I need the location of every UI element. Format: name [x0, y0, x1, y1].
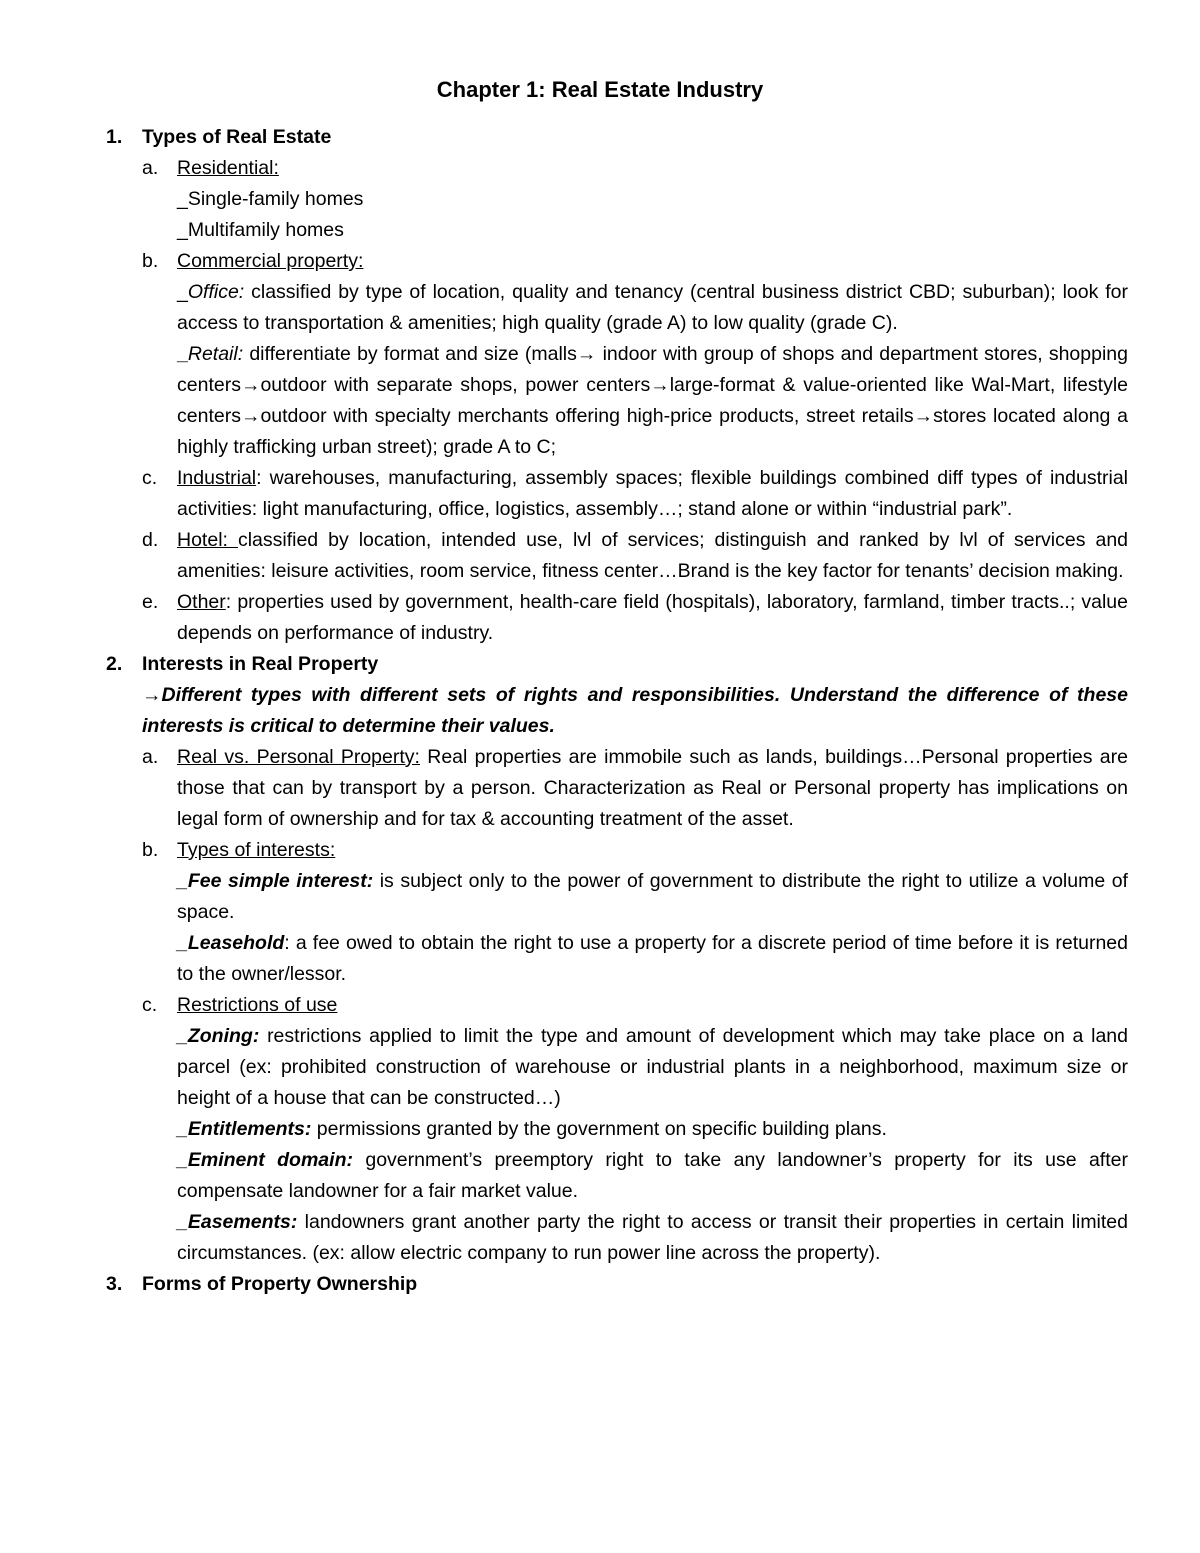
item-letter: d.	[142, 529, 159, 551]
retail-paragraph: _Retail: differentiate by format and size (malls→ indoor with group of shops and department stores, shopping centers→outdoor with separate shops, power centers→large-format & value-oriented like Wal-Mart, lifestyle centers→outdoor with specialty merchants offering high-price products, street retails→stores located along a highly trafficking urban street); grade A to C;	[177, 343, 1128, 458]
item-text: classified by location, intended use, lvl of services; distinguish and ranked by lvl of services and amenities: leisure activities, room service, fitness center…Brand is the key factor for tenants’ decision making.	[177, 529, 1129, 582]
item-letter: c.	[142, 994, 158, 1016]
item-commercial	[0, 246, 1200, 463]
item-letter: a.	[142, 746, 159, 768]
item-text: : warehouses, manufacturing, assembly spaces; flexible buildings combined diff types of industrial activities: light manufacturing, office, logistics, assembly…; stand alone or within “industrial park”.	[177, 467, 1128, 520]
section-heading: Interests in Real Property	[142, 653, 379, 675]
entitlements-paragraph: _Entitlements: permissions granted by the government on specific building plans.	[177, 1118, 887, 1140]
item-letter: a.	[142, 157, 159, 179]
item-hotel	[0, 525, 1200, 587]
eminent-domain-paragraph: _Eminent domain: government’s preemptory right to take any landowner’s property for its use after compensate landowner for a fair market value.	[177, 1149, 1128, 1202]
item-real-vs-personal	[0, 742, 1200, 835]
office-paragraph: _Office: classified by type of location, quality and tenancy (central business district CBD; suburban); look for access to transportation & amenities; high quality (grade A) to low quality (grade C).	[177, 281, 1128, 334]
section-heading: Forms of Property Ownership	[142, 1273, 418, 1295]
item-label: Types of interests:	[177, 839, 336, 861]
section-2	[0, 649, 1200, 680]
item-letter: e.	[142, 591, 159, 613]
item-types-of-interests	[0, 835, 1200, 990]
item-text: Real properties are immobile such as lands, buildings…Personal properties are those that can by transport by a person. Characterization as Real or Personal property has implications on legal form of ownership and for tax & accounting treatment of the asset.	[177, 746, 1128, 830]
fee-simple-paragraph: _Fee simple interest: is subject only to the power of government to distribute the right to utilize a volume of space.	[177, 870, 1128, 923]
document-body	[0, 122, 1200, 1300]
section-number: 2.	[106, 653, 123, 675]
item-residential	[0, 153, 1200, 246]
item-letter: b.	[142, 250, 159, 272]
item-other	[0, 587, 1200, 649]
item-label: Residential:	[177, 157, 279, 179]
item-label: Hotel:	[177, 529, 238, 551]
item-label: Restrictions of use	[177, 994, 338, 1016]
item-text: : properties used by government, health-care field (hospitals), laboratory, farmland, timber tracts..; value depends on performance of industry.	[177, 591, 1128, 644]
section-1	[0, 122, 1200, 153]
page-title: Chapter 1: Real Estate Industry	[436, 77, 764, 102]
item-restrictions	[0, 990, 1200, 1269]
retail-label: Retail:	[187, 343, 244, 365]
item-letter: c.	[142, 467, 158, 489]
item-letter: b.	[142, 839, 159, 861]
zoning-paragraph: _Zoning: restrictions applied to limit the type and amount of development which may take place on a land parcel (ex: prohibited construction of warehouse or industrial plants in a neighborhood, maximum size or height of a house that can be constructed…)	[177, 1025, 1128, 1109]
section-number: 3.	[106, 1273, 123, 1295]
list-item: _Single-family homes	[177, 188, 364, 210]
leasehold-paragraph: _Leasehold: a fee owed to obtain the right to use a property for a discrete period of time before it is returned to the owner/lessor.	[177, 932, 1128, 985]
section-heading: Types of Real Estate	[142, 126, 332, 148]
section-number: 1.	[106, 126, 123, 148]
office-label: Office:	[187, 281, 245, 303]
item-label: Other	[177, 591, 226, 613]
item-industrial	[0, 463, 1200, 525]
item-label: Real vs. Personal Property:	[177, 746, 420, 768]
item-label: Industrial	[177, 467, 257, 489]
easements-paragraph: _Easements: landowners grant another party the right to access or transit their properties in certain limited circumstances. (ex: allow electric company to run power line across the property).	[177, 1211, 1128, 1264]
item-label: Commercial property:	[177, 250, 364, 272]
section-note: →Different types with different sets of rights and responsibilities. Understand the difference of these interests is critical to determine their values.	[142, 684, 1128, 737]
list-item: _Multifamily homes	[177, 219, 344, 241]
section-3	[0, 1269, 1200, 1300]
